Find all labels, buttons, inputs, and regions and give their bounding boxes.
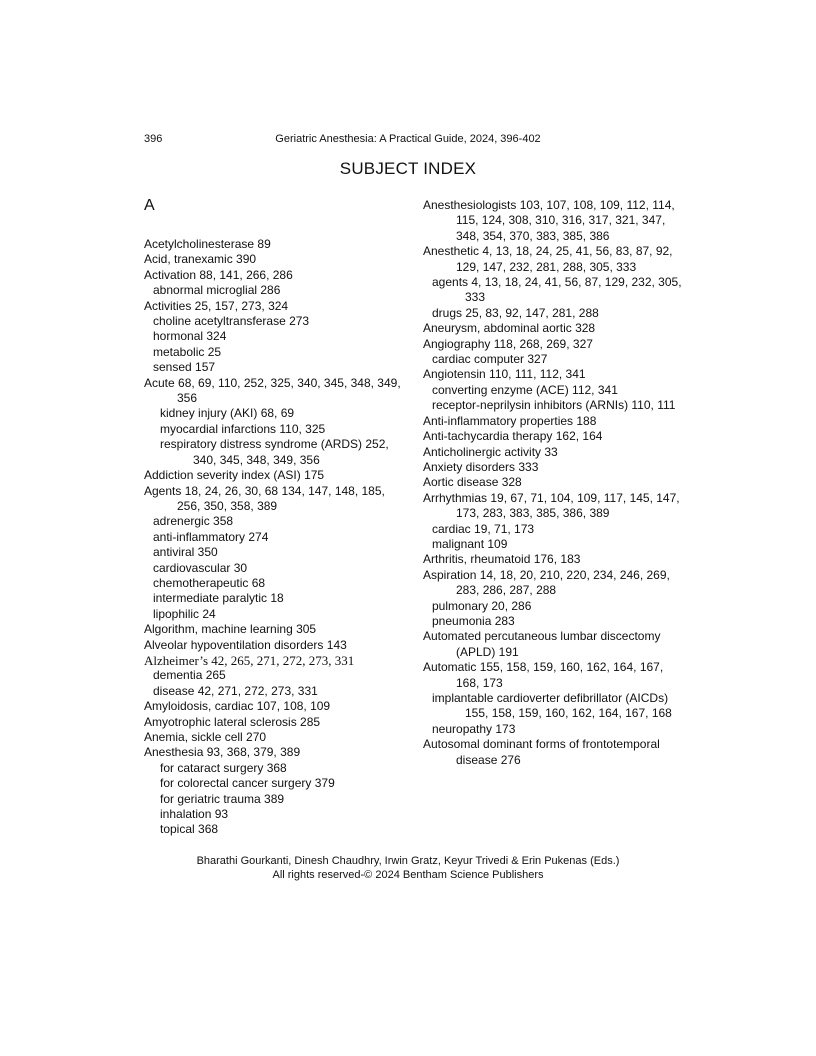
index-subentry: respiratory distress syndrome (ARDS) 252, 340, 345, 348, 349, 356: [160, 437, 389, 467]
index-entry: Arrhythmias 19, 67, 71, 104, 109, 117, 145, 147, 173, 283, 383, 385, 386, 389: [423, 490, 680, 521]
index-entry: Angiotensin 110, 111, 112, 341: [423, 367, 586, 382]
index-entry: Aspiration 14, 18, 20, 210, 220, 234, 246, 269, 283, 286, 287, 288: [423, 567, 670, 598]
index-entry: Acid, tranexamic 390: [144, 252, 257, 267]
index-subentry: adrenergic 358: [153, 514, 234, 529]
index-entry: Arthritis, rheumatoid 176, 183: [423, 552, 581, 567]
index-subentry: for geriatric trauma 389: [160, 791, 285, 806]
index-subentry: pneumonia 283: [432, 613, 515, 628]
index-entry: Anticholinergic activity 33: [423, 444, 558, 459]
index-entry: Anxiety disorders 333: [423, 459, 539, 474]
index-entry: Aortic disease 328: [423, 475, 522, 490]
index-entry: Amyloidosis, cardiac 107, 108, 109: [144, 699, 331, 714]
index-entry: Activation 88, 141, 266, 286: [144, 267, 293, 282]
index-entry: Agents 18, 24, 26, 30, 68 134, 147, 148, 185, 256, 350, 358, 389: [144, 483, 385, 513]
index-entry: Acetylcholinesterase 89: [144, 237, 271, 251]
index-subentry: cardiac 19, 71, 173: [432, 521, 535, 536]
index-subentry: inhalation 93: [160, 807, 229, 822]
index-subentry: neuropathy 173: [432, 721, 516, 736]
index-entry: Acute 68, 69, 110, 252, 325, 340, 345, 348, 349, 356: [144, 375, 401, 406]
index-entry: Anti-inflammatory properties 188: [423, 413, 597, 428]
index-subentry: agents 4, 13, 18, 24, 41, 56, 87, 129, 232, 305, 333: [432, 275, 682, 305]
index-entry: Activities 25, 157, 273, 324: [144, 298, 289, 313]
index-entry: Algorithm, machine learning 305: [144, 622, 317, 637]
index-entry: Angiography 118, 268, 269, 327: [423, 336, 593, 351]
index-entry: Alzheimer’s 42, 265, 271, 272, 273, 331: [144, 652, 355, 668]
page-number: 396: [144, 133, 163, 145]
index-subentry: receptor-neprilysin inhibitors (ARNIs) 110, 111: [432, 398, 676, 413]
index-entry: Anti-tachycardia therapy 162, 164: [423, 429, 603, 444]
running-title: Geriatric Anesthesia: A Practical Guide, 2024, 396-402: [275, 133, 541, 145]
index-entry: Automated percutaneous lumbar discectomy (APLD) 191: [423, 629, 661, 659]
index-entry: Anemia, sickle cell 270: [144, 730, 267, 744]
footer-rights: All rights reserved-© 2024 Bentham Science Publishers: [272, 869, 544, 881]
index-subentry: lipophilic 24: [153, 606, 216, 621]
index-subentry: disease 42, 271, 272, 273, 331: [153, 683, 318, 698]
index-subentry: intermediate paralytic 18: [153, 591, 284, 606]
section-letter: A: [144, 197, 155, 214]
index-subentry: myocardial infarctions 110, 325: [160, 421, 326, 436]
index-subentry: malignant 109: [432, 536, 508, 551]
footer-editors: Bharathi Gourkanti, Dinesh Chaudhry, Irwin Gratz, Keyur Trivedi & Erin Pukenas (Eds.): [196, 855, 620, 867]
index-entry: Anesthetic 4, 13, 18, 24, 25, 41, 56, 83, 87, 92, 129, 147, 232, 281, 288, 305, 333: [423, 244, 673, 274]
index-subentry: implantable cardioverter defibrillator (AICDs) 155, 158, 159, 160, 162, 164, 167, 168: [432, 691, 672, 721]
index-column-right: [423, 198, 685, 768]
index-subentry: cardiac computer 327: [432, 352, 548, 367]
index-entry: Amyotrophic lateral sclerosis 285: [144, 714, 321, 729]
index-subentry: metabolic 25: [153, 344, 222, 359]
index-entry: Alveolar hypoventilation disorders 143: [144, 637, 347, 652]
index-subentry: abnormal microglial 286: [153, 283, 281, 298]
index-subentry: topical 368: [160, 822, 219, 837]
index-subentry: choline acetyltransferase 273: [153, 314, 310, 329]
index-entry: Aneurysm, abdominal aortic 328: [423, 321, 596, 336]
index-entry: Anesthesiologists 103, 107, 108, 109, 112, 114, 115, 124, 308, 310, 316, 317, 321, 347, 348, 354, 370, 383, 385, 386: [423, 198, 675, 243]
index-entry: Autosomal dominant forms of frontotemporal disease 276: [423, 737, 660, 767]
index-list-left: [144, 237, 406, 838]
index-subentry: dementia 265: [153, 668, 226, 683]
index-subentry: for cataract surgery 368: [160, 760, 287, 775]
index-entry: Addiction severity index (ASI) 175: [144, 468, 325, 483]
index-subentry: antiviral 350: [153, 545, 218, 560]
index-subentry: for colorectal cancer surgery 379: [160, 776, 335, 791]
index-entry: Automatic 155, 158, 159, 160, 162, 164, 167, 168, 173: [423, 660, 664, 690]
index-subentry: kidney injury (AKI) 68, 69: [160, 406, 295, 421]
index-subentry: hormonal 324: [153, 329, 227, 344]
index-column-left: [144, 197, 406, 838]
index-subentry: drugs 25, 83, 92, 147, 281, 288: [432, 305, 599, 320]
index-subentry: chemotherapeutic 68: [153, 575, 266, 590]
index-title: SUBJECT INDEX: [339, 159, 477, 178]
index-subentry: anti-inflammatory 274: [153, 529, 269, 544]
index-subentry: sensed 157: [153, 360, 216, 375]
index-list-right: [423, 198, 685, 768]
index-subentry: cardiovascular 30: [153, 560, 248, 575]
index-subentry: pulmonary 20, 286: [432, 598, 532, 613]
index-subentry: converting enzyme (ACE) 112, 341: [432, 382, 618, 397]
index-entry: Anesthesia 93, 368, 379, 389: [144, 745, 301, 760]
